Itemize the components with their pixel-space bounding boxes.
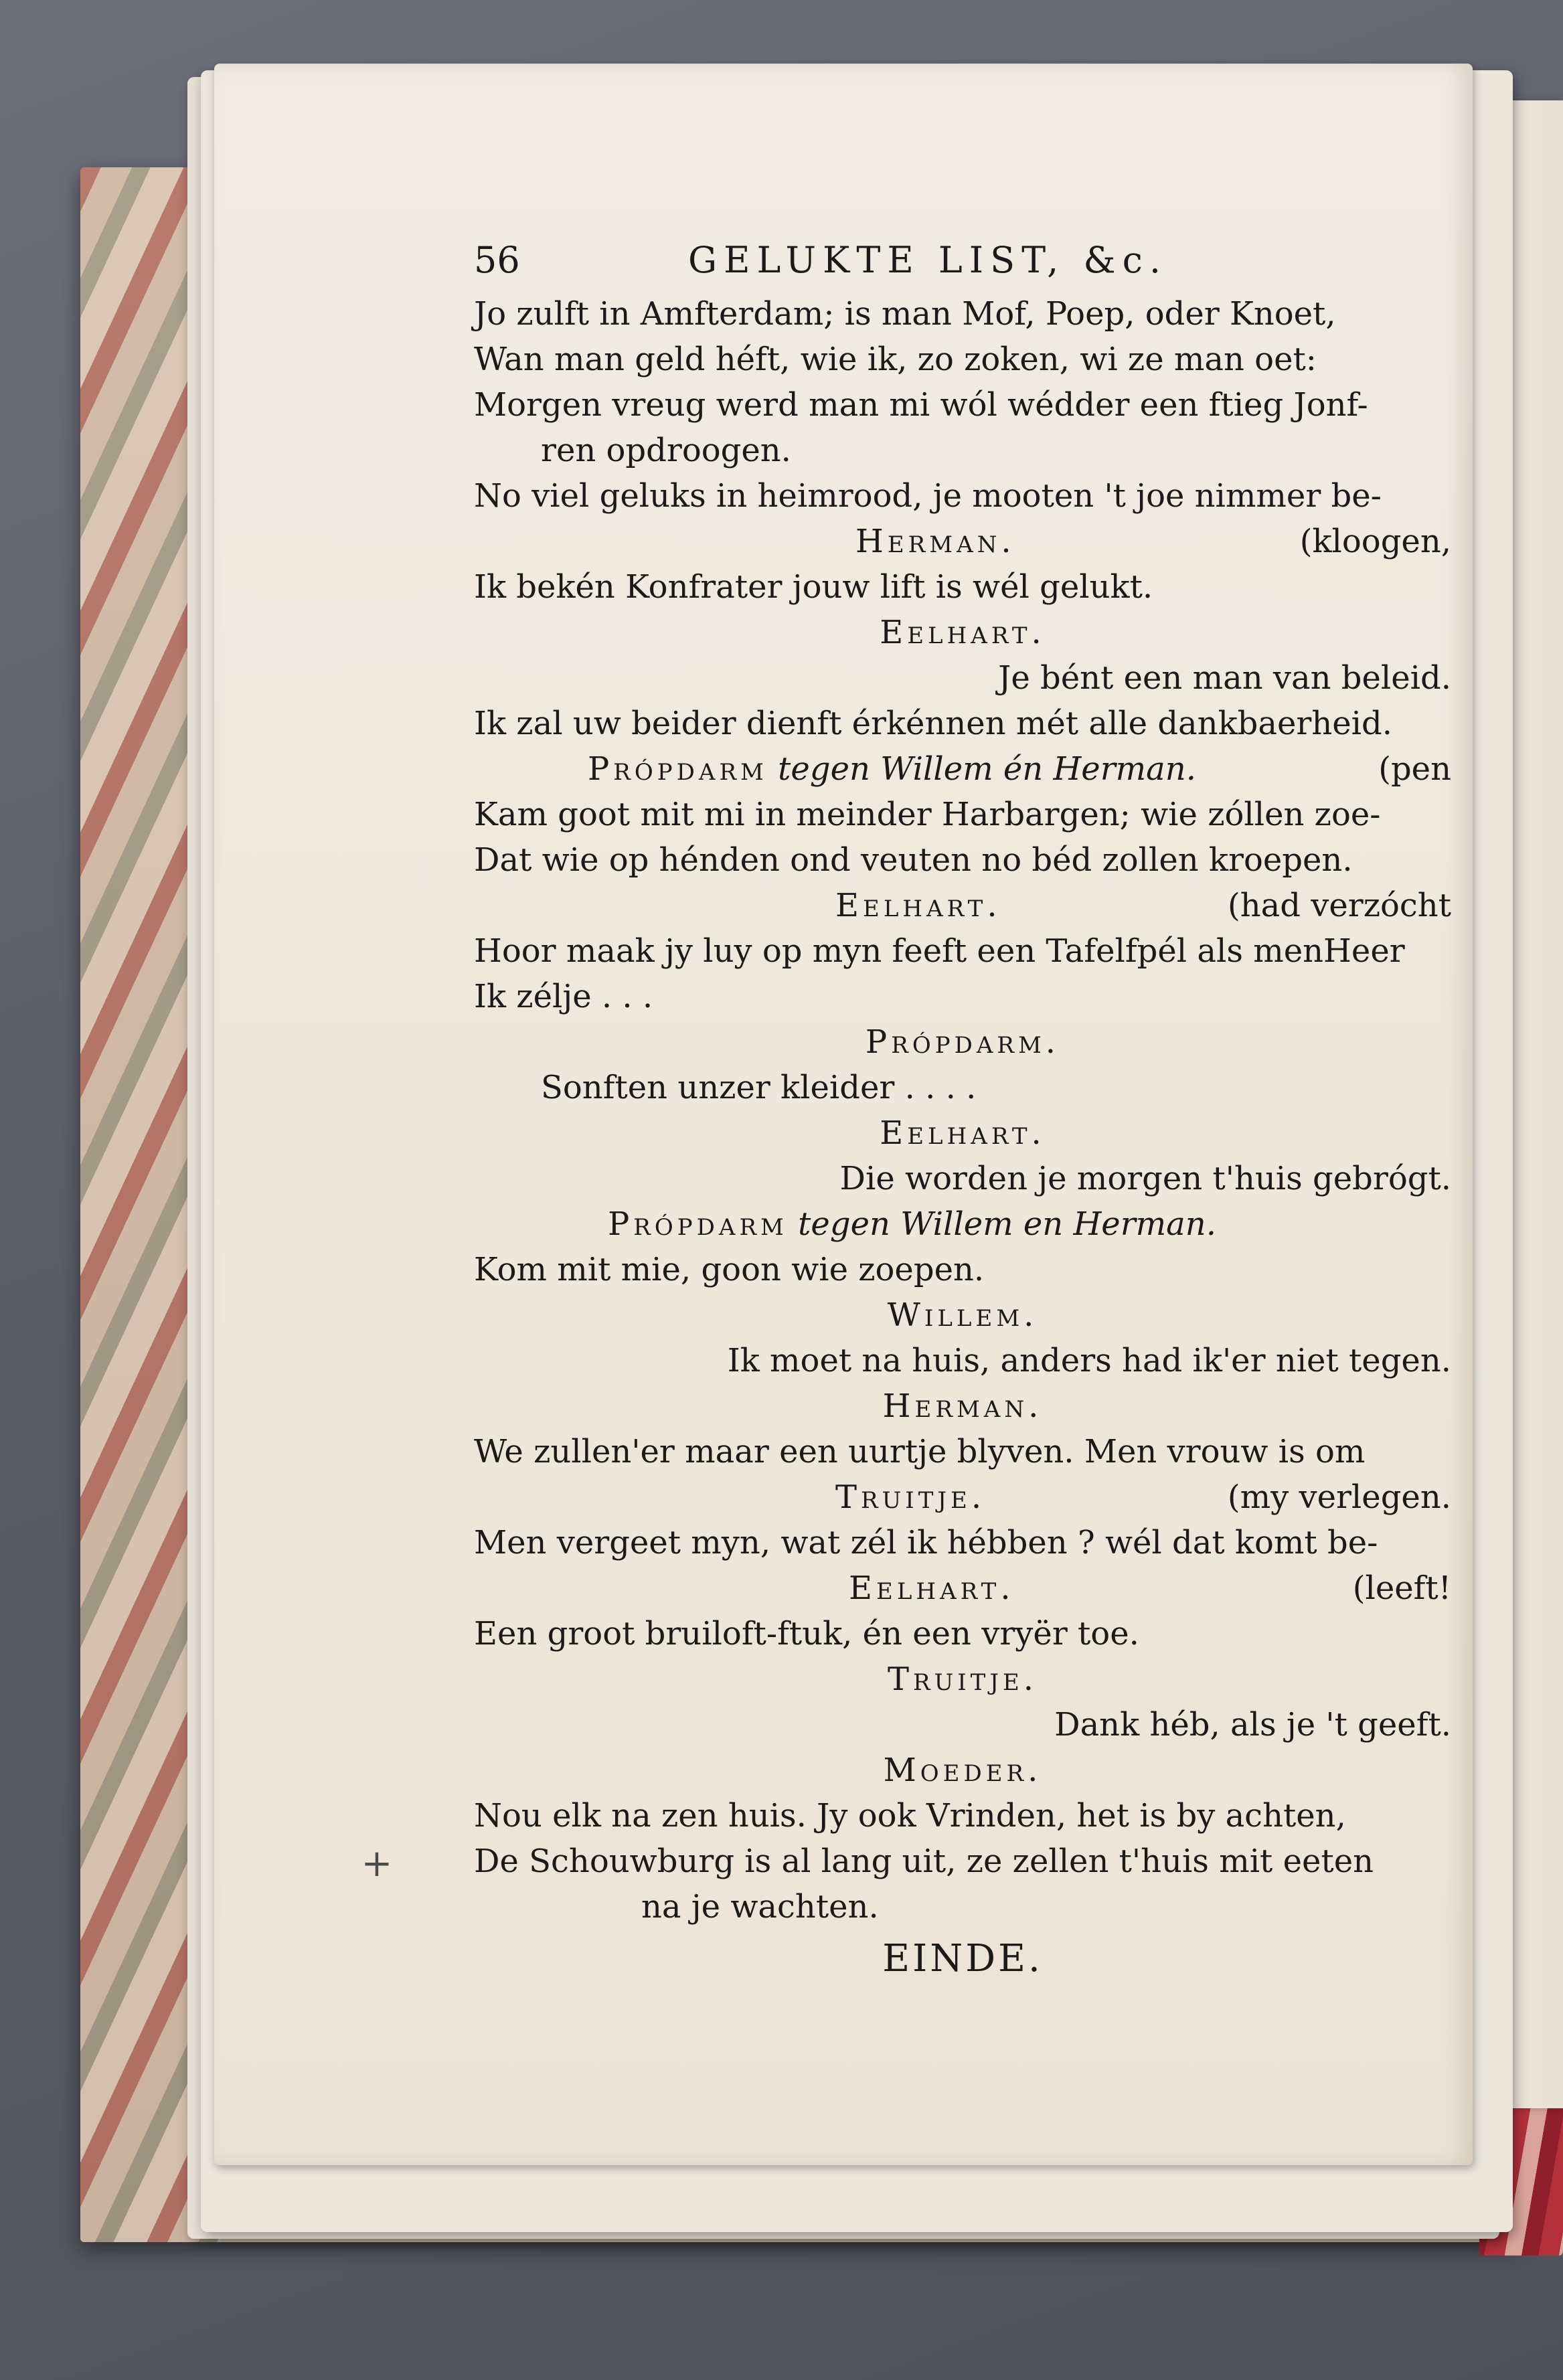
speaker-name: Eelhart.: [880, 1114, 1046, 1152]
speaker-line: [474, 1565, 1451, 1611]
speaker-name: Herman.: [882, 1387, 1043, 1425]
verse-line: Nou elk na zen huis. Jy ook Vrinden, het is by achten,: [474, 1797, 1346, 1835]
verse-line: De Schouwburg is al lang uit, ze zellen t'huis mit eeten: [474, 1843, 1374, 1880]
page-text: [474, 238, 1451, 1982]
speaker-name: Moeder.: [883, 1752, 1042, 1789]
verse-line: Sonften unzer kleider . . . .: [541, 1069, 977, 1106]
verse-line: Ik zal uw beider dienft érkénnen mét alle dankbaerheid.: [474, 705, 1393, 742]
verse-line: Ik zélje . . .: [474, 978, 653, 1015]
verse-line: No viel geluks in heimrood, je mooten 't joe nimmer be-: [474, 477, 1382, 515]
verse-line: ren opdroogen.: [541, 432, 791, 469]
verse-line: Je bént een man van beleid.: [998, 659, 1451, 697]
speaker-name: Própdarm.: [865, 1023, 1060, 1061]
verse-line: Kam goot mit mi in meinder Harbargen; wie zóllen zoe-: [474, 796, 1381, 833]
verse-turnover: (leeft!: [1352, 1569, 1451, 1607]
speaker-name: Própdarm: [588, 750, 768, 788]
speaker-name: Eelhart.: [835, 887, 1001, 924]
verse-line: Dat wie op hénden ond veuten no béd zollen kroepen.: [474, 841, 1353, 879]
speaker-line: [474, 1474, 1451, 1520]
verse-turnover: (had verzócht: [1228, 887, 1451, 924]
verse-line: Ik bekén Konfrater jouw lift is wél gelukt.: [474, 568, 1153, 606]
verse-line: Kom mit mie, goon wie zoepen.: [474, 1251, 985, 1288]
speaker-name: Eelhart.: [880, 614, 1046, 651]
speaker-line: [474, 1201, 1451, 1247]
running-title: GELUKTE LIST, &c.: [688, 239, 1167, 281]
verse-turnover: (kloogen,: [1299, 523, 1451, 560]
speaker-name: Truitje.: [835, 1478, 986, 1516]
running-header: [474, 238, 1451, 291]
speaker-name: Própdarm: [608, 1205, 788, 1243]
speaker-line: [474, 746, 1451, 792]
verse-line: Die worden je morgen t'huis gebrógt.: [839, 1160, 1451, 1197]
speaker-name: Herman.: [855, 523, 1015, 560]
speaker-line: [474, 883, 1451, 928]
verse-line: Een groot bruiloft-ftuk, én een vryër toe.: [474, 1615, 1139, 1652]
end-mark: EINDE.: [882, 1937, 1043, 1980]
verse-line: Morgen vreug werd man mi wól wédder een ftieg Jonf-: [474, 386, 1368, 424]
verse-line: Dank héb, als je 't geeft.: [1054, 1706, 1451, 1744]
verse-line: Hoor maak jy luy op myn feeft een Tafelfpél als menHeer: [474, 932, 1405, 970]
verse-line: Jo zulft in Amfterdam; is man Mof, Poep, oder Knoet,: [474, 295, 1336, 333]
margin-cross-mark: +: [361, 1842, 393, 1885]
speaker-name: Eelhart.: [849, 1569, 1015, 1607]
speaker-name: Willem.: [887, 1296, 1038, 1334]
stage-direction: tegen Willem én Herman.: [778, 750, 1196, 788]
speaker-line: [474, 519, 1451, 564]
page-number: 56: [474, 239, 520, 281]
stage-direction: tegen Willem en Herman.: [798, 1205, 1216, 1243]
verse-line: Wan man geld héft, wie ik, zo zoken, wi ze man oet:: [474, 341, 1317, 378]
verse-turnover: (my verlegen.: [1227, 1478, 1451, 1516]
verse-line: We zullen'er maar een uurtje blyven. Men vrouw is om: [474, 1433, 1366, 1470]
speaker-name: Truitje.: [887, 1661, 1038, 1698]
verse-line: na je wachten.: [641, 1888, 879, 1926]
verse-turnover: (pen: [1378, 750, 1451, 788]
verse-line: Men vergeet myn, wat zél ik hébben ? wél dat komt be-: [474, 1524, 1378, 1561]
verse-line: Ik moet na huis, anders had ik'er niet tegen.: [727, 1342, 1451, 1379]
